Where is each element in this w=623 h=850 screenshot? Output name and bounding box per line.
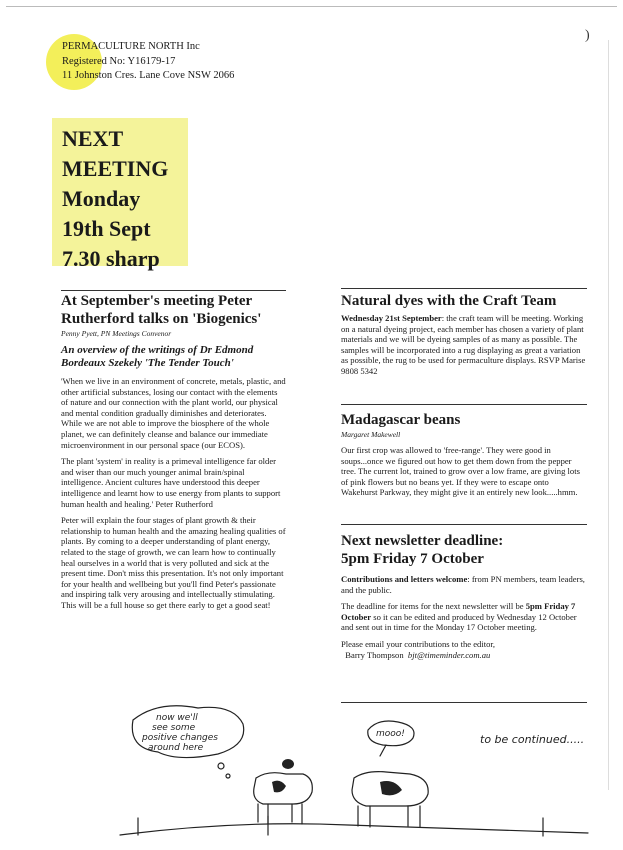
article-paragraph <box>341 601 587 633</box>
ground-line <box>120 824 588 835</box>
corner-mark: ) <box>585 28 590 43</box>
meeting-line-5: 7.30 sharp <box>62 246 160 271</box>
bubble1-line3: positive changes <box>142 733 218 743</box>
bubble-dot <box>226 774 230 778</box>
divider <box>61 290 286 291</box>
article-natural-dyes <box>341 292 587 383</box>
divider <box>341 288 587 289</box>
cow-right-legs <box>358 806 420 827</box>
article-subhead: An overview of the writings of Dr Edmond Bordeaux Szekely 'The Tender Touch' <box>61 344 254 369</box>
article-title-line-2: 5pm Friday 7 October <box>341 551 484 567</box>
bubble-dot <box>218 763 224 769</box>
to-be-continued: to be continued..... <box>480 733 585 746</box>
divider <box>341 404 587 405</box>
article-paragraph <box>341 574 587 595</box>
article-title: Natural dyes with the Craft Team <box>341 293 557 309</box>
bubble1-line1: now we'll <box>156 713 198 723</box>
page-top-edge <box>6 0 617 7</box>
cow-left-legs <box>258 804 302 824</box>
org-name: PERMACULTURE NORTH Inc <box>62 41 200 52</box>
cow-spot <box>282 759 294 769</box>
cow-cartoon <box>118 700 618 840</box>
article-paragraph: Peter will explain the four stages of plant growth & their relationship to human health and the amazing healing qualities of plants. By coming to a deeper understanding of plant energy, related to the stage of growth, we can learn how to continually heal ourselves in a world that is very polluted and sick at the present time. Don't miss this presentation. It's not only important for your health and wellbeing but you'll find Peter's passionate and inspiring talk very arousing and intellectually stimulating. This will be a full house so get there early to get a good seat! <box>61 515 286 610</box>
bubble1-line4: around here <box>148 743 204 753</box>
article-title: At September's meeting Peter Rutherford talks on 'Biogenics' <box>61 293 262 327</box>
meeting-line-1: NEXT <box>62 126 124 151</box>
meeting-line-4: 19th Sept <box>62 216 151 241</box>
article-title: Next newsletter deadline: <box>341 533 504 549</box>
article-body: : the craft team will be meeting. Working on a natural dyeing project, each member has chosen a variety of plant materials and we will be dyeing samples of as many as possible. The samples will be incorporated into a rug displaying as great a variation as possible, the rug to be used for permaculture displays. RSVP Marise 9808 5342 <box>341 313 586 376</box>
masthead <box>62 40 234 84</box>
article-byline: Margaret Makewell <box>341 430 401 439</box>
bubble-tail <box>380 745 386 756</box>
page-right-edge <box>608 40 609 790</box>
article-body: The deadline for items for the next newsletter will be <box>341 601 526 612</box>
cow-spot <box>272 781 286 793</box>
article-paragraph: The plant 'system' in reality is a primeval intelligence far older and wiser than our much younger animal brain/spinal intelligence. Ancient cultures have understood this deeper intelligence and learnt how to use energy from plants to support human health and healing.' Peter Rutherford <box>61 456 281 509</box>
article-byline: Penny Pyett, PN Meetings Convenor <box>61 329 172 338</box>
article-biogenics <box>61 292 286 616</box>
bubble1-line2: see some <box>152 723 196 733</box>
editor-email[interactable]: bjt@timeminder.com.au <box>407 649 491 660</box>
article-body: : from PN members, team leaders, and the public. <box>341 574 585 595</box>
cow-spot <box>380 781 402 795</box>
article-body: so it can be edited and produced by Wednesday 12 October and sent out in time for the Monday 17 October meeting. <box>341 611 577 633</box>
article-lead: Wednesday 21st September <box>341 313 442 323</box>
article-lead: Contributions and letters welcome <box>341 574 468 584</box>
editor-name: Barry Thompson <box>345 649 404 660</box>
registration-number: Registered No: Y16179-17 <box>62 55 176 67</box>
editor-contact <box>341 650 587 661</box>
meeting-line-2: MEETING <box>62 156 169 181</box>
meeting-line-3: Monday <box>62 186 141 211</box>
article-madagascar-beans <box>341 411 587 504</box>
deadline-emphasis: 5pm Friday 7 October <box>341 601 576 622</box>
article-paragraph: Our first crop was allowed to 'free-range'. They were good in soups...once we figured out how to get them down from the pepper tree. The current lot, trained to grow over a low frame, are giving lots of pink flowers but no beans yet. If they were to escape onto Wakehurst Parkway, they might give it an entirely new look.....hmm. <box>341 445 580 498</box>
bubble2-text: mooo! <box>376 729 405 739</box>
org-address: 11 Johnston Cres. Lane Cove NSW 2066 <box>62 70 235 81</box>
article-paragraph: 'When we live in an environment of concrete, metals, plastic, and other artificial substances, losing our contact with the elements of nature and our connection with the plant world, our physical and mental condition gradually diminishes and deteriorates. While we are not able to improve the biosphere of the whole planet, we can definitely cleanse and balance our immediate microenvironment in our personal space (our ECOS). <box>61 376 286 450</box>
article-title: Madagascar beans <box>341 412 461 428</box>
next-meeting-box <box>52 118 188 271</box>
fence-posts <box>138 816 543 836</box>
article-paragraph <box>341 313 587 377</box>
divider <box>341 524 587 525</box>
article-newsletter-deadline <box>341 532 587 666</box>
article-paragraph: Please email your contributions to the editor, <box>341 638 496 649</box>
